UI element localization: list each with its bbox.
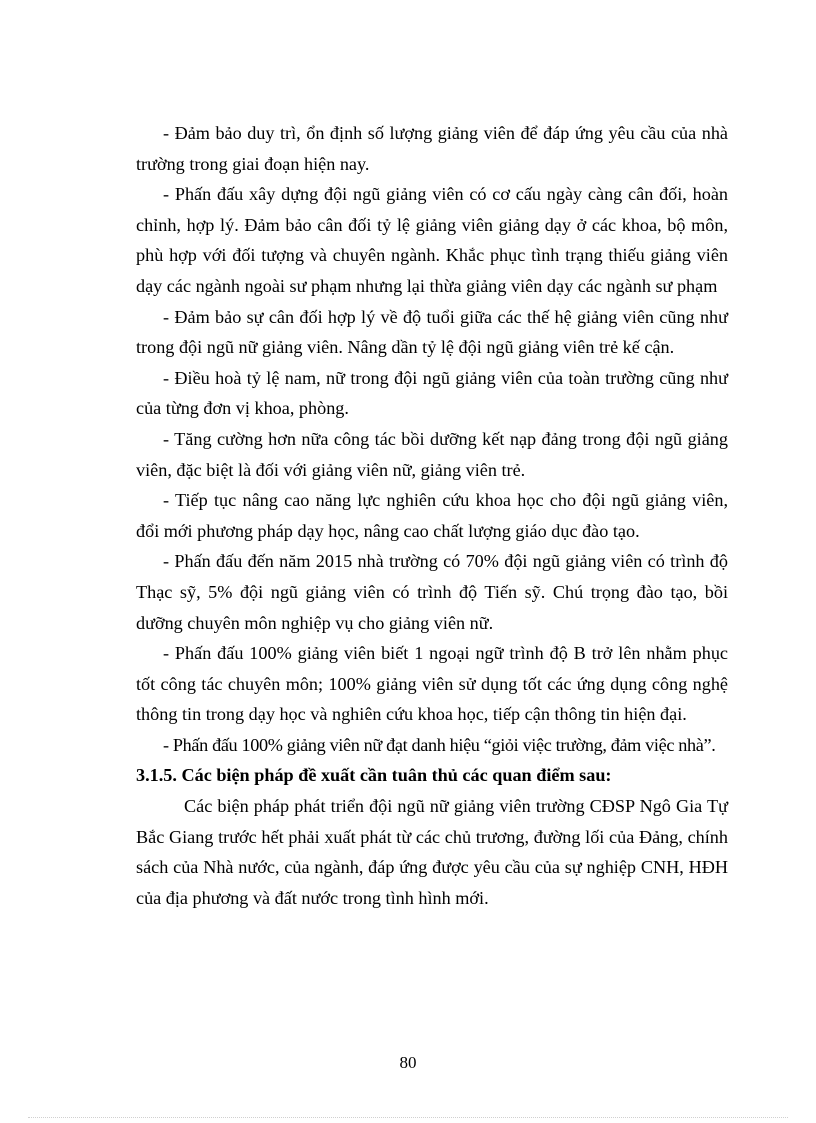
- paragraph-staff-structure: - Phấn đấu xây dựng đội ngũ giảng viên có cơ cấu ngày càng cân đối, hoàn chỉnh, hợp lý. Đảm bảo cân đối tỷ lệ giảng viên giảng dạy ở các khoa, bộ môn, phù hợp với đối tượng và chuyên ngành. Khắc phục tình trạng thiếu giảng viên dạy các ngành ngoài sư phạm nhưng lại thừa giảng viên dạy các ngành sư phạm: [136, 184, 728, 296]
- page-number: 80: [399, 1053, 417, 1072]
- section-heading: 3.1.5. Các biện pháp đề xuất cần tuân thủ các quan điểm sau:: [136, 765, 612, 786]
- paragraph-gender-ratio: - Điều hoà tỷ lệ nam, nữ trong đội ngũ giảng viên của toàn trường cũng như của từng đơn vị khoa, phòng.: [136, 367, 728, 419]
- closing-paragraph: Các biện pháp phát triển đội ngũ nữ giảng viên trường CĐSP Ngô Gia Tự Bắc Giang trước hết phải xuất phát từ các chủ trương, đường lối của Đảng, chính sách của Nhà nước, của ngành, đáp ứng được yêu cầu của sự nghiệp CNH, HĐH của địa phương và đất nước trong tình hình mới.: [136, 796, 728, 908]
- page-bottom-divider: [28, 1117, 788, 1118]
- paragraph-age-balance: - Đảm bảo sự cân đối hợp lý về độ tuổi giữa các thế hệ giảng viên cũng như trong đội ngũ nữ giảng viên. Nâng dần tỷ lệ đội ngũ giảng viên trẻ kế cận.: [136, 306, 728, 358]
- body-text: [136, 118, 728, 913]
- paragraph-award-target: - Phấn đấu 100% giảng viên nữ đạt danh hiệu “giỏi việc trường, đảm việc nhà”.: [163, 734, 716, 755]
- paragraph-party-development: - Tăng cường hơn nữa công tác bồi dưỡng kết nạp đảng trong đội ngũ giảng viên, đặc biệt là đối với giảng viên nữ, giảng viên trẻ.: [136, 428, 728, 480]
- paragraph-language-it-targets: - Phấn đấu 100% giảng viên biết 1 ngoại ngữ trình độ B trở lên nhằm phục tốt công tác chuyên môn; 100% giảng viên sử dụng tốt các ứng dụng công nghệ thông tin trong dạy học và nghiên cứu khoa học, tiếp cận thông tin hiện đại.: [136, 643, 728, 725]
- paragraph-qualification-targets: - Phấn đấu đến năm 2015 nhà trường có 70% đội ngũ giảng viên có trình độ Thạc sỹ, 5% đội ngũ giảng viên có trình độ Tiến sỹ. Chú trọng đào tạo, bồi dưỡng chuyên môn nghiệp vụ cho giảng viên nữ.: [136, 551, 728, 633]
- paragraph-research-capacity: - Tiếp tục nâng cao năng lực nghiên cứu khoa học cho đội ngũ giảng viên, đổi mới phương pháp dạy học, nâng cao chất lượng giáo dục đào tạo.: [136, 490, 728, 541]
- paragraph-staff-stability: - Đảm bảo duy trì, ổn định số lượng giảng viên để đáp ứng yêu cầu của nhà trường trong giai đoạn hiện nay.: [136, 123, 728, 174]
